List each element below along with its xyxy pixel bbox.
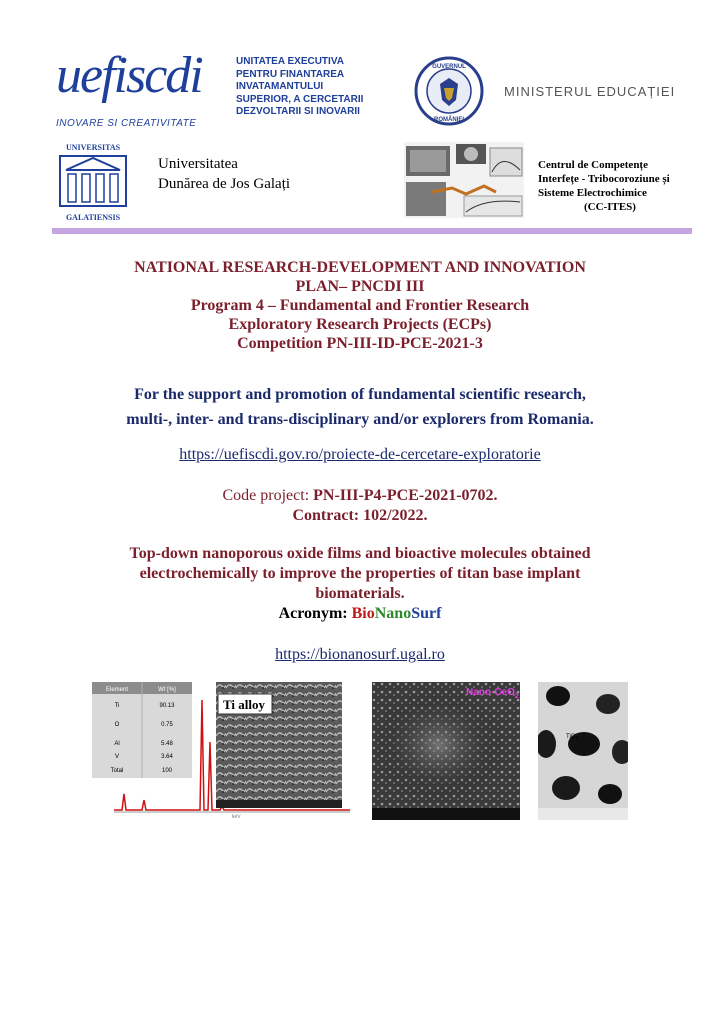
uefiscdi-tagline: INOVARE SI CREATIVITATE	[56, 118, 197, 129]
contract-number: Contract: 102/2022.	[292, 507, 428, 524]
eds-row-2-value: 0.75	[161, 722, 173, 728]
svg-text:UNIVERSITAS: UNIVERSITAS	[65, 143, 121, 152]
uefiscdi-projects-link[interactable]: https://uefiscdi.gov.ro/proiecte-de-cercetare-exploratorie	[179, 446, 541, 463]
topic-line-3: biomaterials.	[315, 585, 405, 602]
topic-line-1: Top-down nanoporous oxide films and bioactive molecules obtained	[129, 545, 591, 562]
eds-row-1-value: 90.13	[159, 703, 175, 709]
nano-ceo2-tem-image	[372, 682, 520, 820]
title-line-5: Competition PN-III-ID-PCE-2021-3	[237, 335, 483, 352]
eds-row-4-element: V	[114, 754, 120, 760]
header-divider	[52, 228, 692, 234]
center-line-1: Centrul de Competențe	[538, 159, 648, 171]
svg-text:ROMÂNIEI: ROMÂNIEI	[434, 117, 464, 123]
svg-text:GALATIENSIS: GALATIENSIS	[65, 213, 121, 222]
center-line-4: (CC-ITES)	[584, 201, 636, 213]
svg-text:keV: keV	[232, 814, 241, 820]
university-name	[158, 154, 290, 194]
uefiscdi-line-2: PENTRU FINANTAREA	[236, 68, 345, 80]
uefiscdi-line-1: UNITATEA EXECUTIVA	[236, 56, 344, 67]
acronym-nano: Nano	[374, 605, 412, 622]
eds-row-4-value: 3.64	[161, 754, 173, 760]
project-website-link[interactable]: https://bionanosurf.ugal.ro	[275, 646, 445, 663]
acronym-bio: Bio	[351, 605, 375, 622]
eds-header-element: Element	[105, 687, 129, 693]
university-logo-icon	[54, 140, 132, 224]
support-statement	[40, 382, 680, 432]
eds-row-5-element: Total	[110, 768, 124, 774]
eds-row-3-element: Al	[114, 741, 120, 747]
eds-header-wt: Wt [%]	[158, 687, 176, 693]
acronym	[40, 604, 680, 624]
support-line-2: multi-, inter- and trans-disciplinary and/or explorers from Romania.	[126, 411, 594, 428]
project-code-label: Code project:	[222, 487, 314, 504]
university-line-1: Universitatea	[158, 156, 238, 172]
uefiscdi-line-5: DEZVOLTARII SI INOVARII	[236, 106, 360, 117]
svg-text:GUVERNUL: GUVERNUL	[432, 64, 466, 70]
project-code-value: PN-III-P4-PCE-2021-0702.	[313, 487, 498, 504]
tio2-label	[566, 734, 578, 742]
ti-alloy-label: Ti alloy	[223, 697, 266, 712]
uefiscdi-line-3: INVATAMANTULUI	[236, 81, 324, 92]
tio2-label-sub: 2	[575, 736, 579, 743]
title-line-3: Program 4 – Fundamental and Frontier Research	[190, 297, 530, 314]
eds-row-5-value: 100	[161, 768, 173, 774]
uefiscdi-logo-text: uefiscdi	[56, 47, 202, 104]
uefiscdi-line-4: SUPERIOR, A CERCETARII	[236, 93, 364, 105]
project-topic	[40, 544, 680, 624]
eds-row-2-element: O	[114, 722, 120, 728]
title-line-1: NATIONAL RESEARCH-DEVELOPMENT AND INNOVATION	[134, 259, 586, 276]
nano-ceo2-label	[466, 687, 519, 700]
topic-line-2: electrochemically to improve the properties of titan base implant	[139, 565, 581, 582]
eds-row-3-value: 5.48	[161, 741, 173, 747]
project-code-block	[40, 486, 680, 526]
support-line-1: For the support and promotion of fundamental scientific research,	[134, 386, 586, 403]
uefiscdi-logo	[56, 47, 232, 134]
ceo2-label-sub: 2	[514, 693, 519, 700]
government-seal-icon	[414, 56, 484, 126]
research-center-logo-icon	[404, 142, 524, 218]
acronym-surf: Surf	[411, 605, 442, 622]
acronym-label: Acronym:	[278, 605, 352, 622]
tio2-label-text: TiO	[566, 734, 576, 740]
eds-row-1-element: Ti	[114, 703, 120, 709]
ministry-name: MINISTERUL EDUCAȚIEI	[504, 84, 676, 99]
center-line-2: Interfețe - Tribocoroziune și	[538, 173, 670, 185]
research-center-name	[538, 158, 688, 214]
program-title	[40, 258, 680, 353]
uefiscdi-full-name	[236, 56, 406, 119]
title-line-4: Exploratory Research Projects (ECPs)	[228, 316, 492, 333]
title-line-2: PLAN– PNCDI III	[295, 278, 425, 295]
ceo2-label-text: Nano-CeO	[466, 687, 515, 698]
center-line-3: Sisteme Electrochimice	[538, 187, 647, 199]
university-line-2: Dunărea de Jos Galați	[158, 176, 291, 192]
project-code	[40, 486, 680, 506]
tio2-porous-image	[538, 682, 628, 820]
